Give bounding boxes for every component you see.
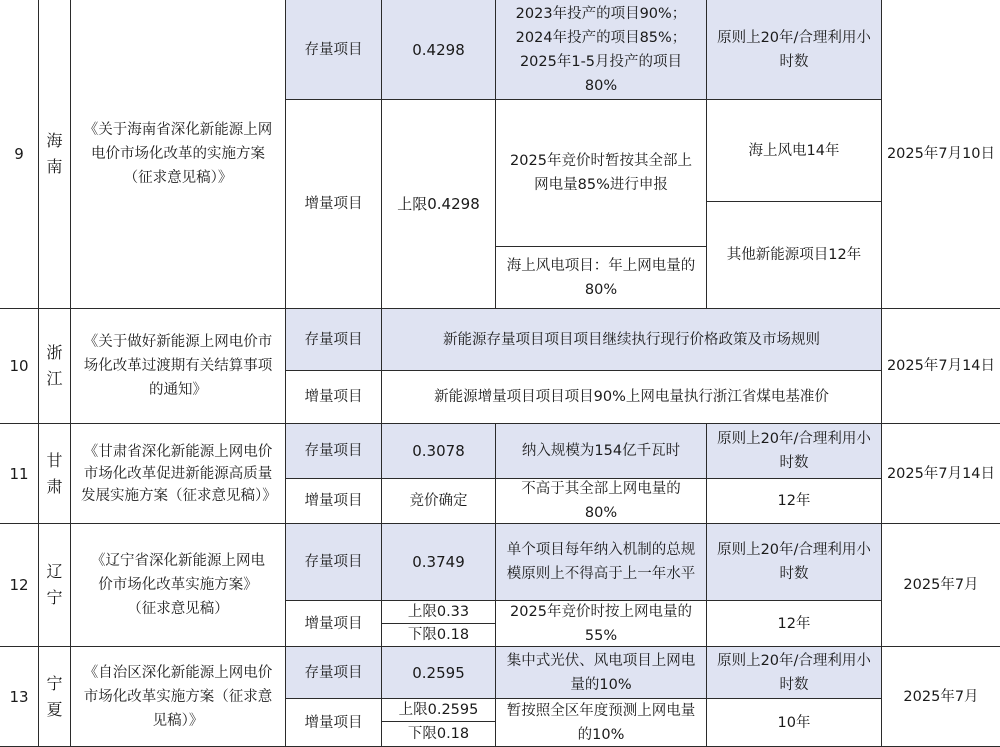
label-text: 增量项目	[304, 615, 363, 632]
stock-project-label	[285, 523, 382, 601]
province-char: 浙	[46, 343, 63, 362]
stock-project-label	[285, 0, 382, 100]
price-text: 上限0.2595	[398, 702, 479, 718]
province-cell	[38, 0, 71, 309]
policy-document-text: 《关于海南省深化新能源上网电价市场化改革的实施方案（征求意见稿）》	[83, 122, 273, 186]
issue-date	[881, 0, 1000, 309]
increment-price-upper	[381, 600, 496, 624]
row-number	[0, 646, 39, 747]
increment-scale	[495, 698, 707, 747]
price-text: 0.3749	[412, 553, 465, 571]
period-text: 原则上20年/合理利用小时数	[717, 431, 871, 471]
scale-line: 2023年投产的项目90%；	[515, 5, 687, 22]
row-number	[0, 423, 39, 524]
province-char: 宁	[46, 588, 63, 607]
policy-document-line: 《辽宁省深化新能源上网电	[91, 553, 265, 569]
increment-project-label	[285, 600, 382, 647]
increment-period	[706, 600, 882, 647]
label-text: 存量项目	[304, 554, 363, 570]
label-text: 存量项目	[304, 331, 363, 348]
scale-text: 集中式光伏、风电项目上网电量的10%	[506, 652, 696, 693]
scale-text: 不高于其全部上网电量的80%	[521, 481, 681, 521]
policy-text: 新能源存量项目项目项目继续执行现行价格政策及市场规则	[443, 331, 820, 348]
increment-project-label	[285, 698, 382, 747]
scale-text: 单个项目每年纳入机制的总规模原则上不得高于上一年水平	[506, 542, 696, 582]
issue-date	[881, 308, 1000, 424]
policy-document-title	[70, 423, 286, 524]
date-text: 2025年7月14日	[886, 358, 996, 374]
period-text: 原则上20年/合理利用小时数	[717, 652, 871, 693]
increment-scale	[495, 600, 707, 647]
period-text: 12年	[777, 493, 811, 509]
stock-price	[381, 0, 496, 100]
policy-document-title	[70, 523, 286, 647]
label-text: 存量项目	[304, 664, 363, 681]
province-char: 夏	[46, 699, 63, 719]
province-cell	[38, 423, 71, 524]
date-text: 2025年7月14日	[886, 465, 996, 482]
policy-document-text: 《甘肃省深化新能源上网电价市场化改革促进新能源高质量发展实施方案（征求意见稿）》	[81, 443, 277, 504]
row-number	[0, 308, 39, 424]
period-text: 原则上20年/合理利用小时数	[717, 542, 871, 582]
price-text: 0.3078	[412, 442, 465, 460]
period-text: 原则上20年/合理利用小时数	[717, 29, 871, 70]
province-cell	[38, 523, 71, 647]
price-text: 上限0.4298	[397, 195, 480, 213]
scale-text: 2025年竞价时按上网电量的55%	[510, 603, 692, 644]
label-text: 增量项目	[304, 389, 363, 405]
policy-document-text: 《关于做好新能源上网电价市场化改革过渡期有关结算事项的通知》	[83, 334, 273, 398]
stock-price	[381, 423, 496, 479]
stock-project-label	[285, 308, 382, 371]
label-text: 增量项目	[304, 714, 363, 731]
stock-period	[706, 646, 882, 699]
policy-document-line: 价市场化改革实施方案》	[98, 577, 258, 593]
period-text: 10年	[777, 714, 811, 731]
price-text: 0.4298	[412, 40, 465, 59]
stock-scale	[495, 0, 707, 100]
policy-document-title	[70, 308, 286, 424]
policy-document-title	[70, 0, 286, 309]
increment-scale	[495, 99, 707, 247]
policy-document-text: 《自治区深化新能源上网电价市场化改革实施方案（征求意见稿）》	[83, 664, 273, 729]
scale-text: 海上风电项目：年上网电量的80%	[506, 257, 696, 298]
stock-period	[706, 523, 882, 601]
increment-price-lower	[381, 721, 496, 747]
stock-scale	[495, 423, 707, 479]
province-char: 甘	[46, 450, 63, 470]
increment-price	[381, 99, 496, 309]
row-number-text: 13	[9, 687, 29, 706]
stock-policy	[381, 308, 882, 371]
issue-date	[881, 646, 1000, 747]
issue-date	[881, 423, 1000, 524]
stock-period	[706, 0, 882, 100]
scale-line: 80%	[584, 77, 618, 94]
scale-text: 纳入规模为154亿千瓦时	[521, 443, 681, 459]
stock-scale	[495, 646, 707, 699]
scale-text: 2025年竞价时暂按其全部上网电量85%进行申报	[510, 153, 692, 193]
row-number-text: 10	[9, 357, 29, 375]
date-text: 2025年7月	[903, 688, 979, 705]
policy-document-title	[70, 646, 286, 747]
province-char: 南	[46, 157, 63, 176]
offshore-wind-scale	[495, 246, 707, 309]
period-text: 其他新能源项目12年	[726, 247, 862, 263]
stock-project-label	[285, 646, 382, 699]
province-char: 肃	[46, 476, 63, 496]
increment-scale	[495, 478, 707, 524]
increment-project-label	[285, 370, 382, 424]
policy-text: 新能源增量项目项目项目90%上网电量执行浙江省煤电基准价	[434, 389, 829, 405]
row-number-text: 11	[9, 464, 29, 483]
province-char: 辽	[46, 562, 63, 581]
province-char: 江	[46, 369, 63, 388]
row-number-text: 12	[9, 576, 29, 594]
stock-price	[381, 523, 496, 601]
province-cell	[38, 308, 71, 424]
label-text: 存量项目	[304, 443, 363, 459]
stock-scale	[495, 523, 707, 601]
scale-line: 2024年投产的项目85%；	[515, 29, 687, 46]
price-text: 上限0.33	[407, 604, 470, 620]
increment-period	[706, 478, 882, 524]
price-text: 下限0.18	[407, 627, 470, 643]
price-text: 竞价确定	[409, 493, 468, 509]
increment-project-label	[285, 478, 382, 524]
price-text: 下限0.18	[407, 726, 470, 742]
stock-period	[706, 423, 882, 479]
date-text: 2025年7月10日	[886, 146, 996, 162]
stock-project-label	[285, 423, 382, 479]
period-text: 海上风电14年	[748, 142, 840, 159]
label-text: 存量项目	[304, 41, 363, 58]
scale-text: 暂按照全区年度预测上网电量的10%	[506, 702, 696, 743]
increment-project-label	[285, 99, 382, 309]
label-text: 增量项目	[304, 196, 363, 212]
increment-price	[381, 478, 496, 524]
scale-line: 2025年1-5月投产的项目	[519, 53, 683, 70]
province-char: 宁	[46, 673, 63, 693]
date-text: 2025年7月	[903, 577, 979, 593]
stock-price	[381, 646, 496, 699]
offshore-wind-period	[706, 99, 882, 202]
province-char: 海	[46, 131, 63, 150]
period-text: 12年	[777, 615, 811, 632]
increment-policy	[381, 370, 882, 424]
province-cell	[38, 646, 71, 747]
row-number-text: 9	[14, 145, 24, 163]
row-number	[0, 523, 39, 647]
row-number	[0, 0, 39, 309]
increment-period	[706, 698, 882, 747]
issue-date	[881, 523, 1000, 647]
price-text: 0.2595	[412, 663, 465, 682]
increment-price-lower	[381, 623, 496, 647]
policy-document-line: （征求意见稿）	[127, 601, 229, 617]
label-text: 增量项目	[304, 493, 363, 509]
increment-price-upper	[381, 698, 496, 722]
other-projects-period	[706, 201, 882, 309]
